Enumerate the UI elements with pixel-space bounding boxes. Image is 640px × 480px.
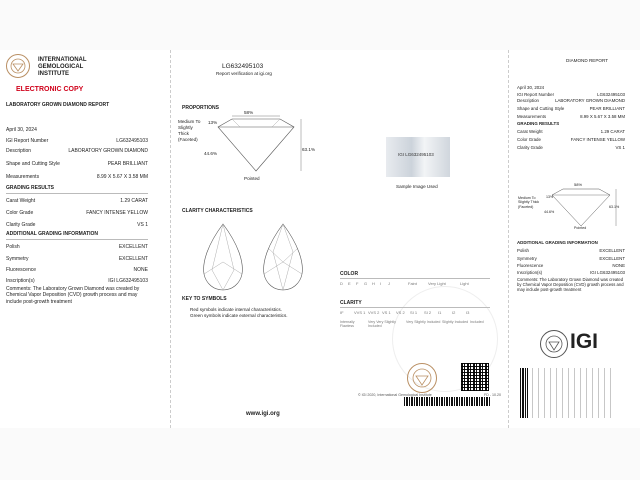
clarity-scale-title: CLARITY — [340, 300, 362, 306]
igi-brand-text: IGI — [570, 330, 599, 353]
additional-row — [6, 244, 148, 250]
mini-field-label: IGI Report Number — [517, 92, 555, 97]
color-grade: H — [372, 281, 375, 286]
mini-grading-value: VS 1 — [615, 145, 625, 150]
color-scale-title: COLOR — [340, 271, 359, 277]
verification-text: Report verification at igi.org — [216, 71, 272, 76]
field-row — [6, 148, 148, 154]
mini-additional-label: Polish — [517, 248, 529, 253]
clarity-descriptions — [340, 320, 490, 329]
form-code: FD - 10.20 — [484, 393, 501, 397]
igi-logo-icon — [540, 330, 568, 358]
clarity-plot-diagram — [198, 222, 310, 292]
field-value: LG632495103 — [116, 138, 148, 144]
comments: Comments: The Laboratory Grown Diamond was created by Chemical Vapor Deposition (CVD) growth process and may include post-growth treatment — [6, 286, 140, 305]
mini-grading-label: Carat Weight — [517, 129, 543, 134]
report-title: LABORATORY GROWN DIAMOND REPORT — [6, 102, 110, 108]
mini-grading-value: FANCY INTENSE YELLOW — [570, 137, 625, 142]
certificate — [0, 50, 640, 428]
mini-comments: Comments: The Laboratory Grown Diamond was created by Chemical Vapor Deposition (CVD) growth process and may include post-growth treatment — [517, 277, 624, 293]
grading-row — [6, 222, 148, 228]
additional-row — [6, 256, 148, 262]
divider — [6, 239, 148, 240]
mini-field-label: Description — [517, 98, 539, 103]
grading-results-title: GRADING RESULTS — [6, 185, 54, 191]
mini-field-value: LG632495103 — [597, 92, 625, 97]
mini-field-value: 8.99 X 5.67 X 3.58 MM — [580, 114, 625, 119]
field-value: PEAR BRILLIANT — [107, 161, 148, 167]
pavilion-percent: 44.6% — [204, 151, 218, 156]
mini-additional-row — [517, 263, 625, 268]
grading-value: FANCY INTENSE YELLOW — [86, 210, 148, 216]
divider — [340, 307, 490, 308]
clarity-grade: IF — [340, 310, 344, 315]
additional-label: Inscription(s) — [6, 278, 35, 284]
color-scale — [340, 281, 490, 286]
additional-label: Polish — [6, 244, 20, 250]
mini-field-row — [517, 98, 625, 103]
report-number-top: LG632495103 — [222, 63, 264, 70]
grading-row — [6, 210, 148, 216]
mini-field-label: Measurements — [517, 114, 547, 119]
mini-additional-row — [517, 248, 625, 253]
clarity-scale — [340, 310, 490, 315]
mini-field-row — [517, 114, 625, 119]
clarity-grade: SI 2 — [424, 310, 432, 315]
diamond-report-label: DIAMOND REPORT — [566, 58, 609, 63]
color-grade: D — [340, 281, 343, 286]
clarity-description: Slightly Included — [442, 320, 469, 324]
grading-row — [6, 198, 148, 204]
clarity-description: Included — [470, 320, 484, 324]
additional-row — [6, 267, 148, 273]
institute-name: INTERNATIONAL GEMOLOGICAL INSTITUTE — [38, 57, 87, 77]
mini-grading-label: Clarity Grade — [517, 145, 543, 150]
copyright-text: © IGI 2020, International Gemological Institute — [358, 393, 432, 397]
fold-line — [508, 50, 509, 428]
mini-additional-value: IGI LG632495103 — [590, 270, 625, 275]
grading-value: VS 1 — [137, 222, 148, 228]
key-line-red: Red symbols indicate internal characteristics. — [190, 307, 282, 312]
mini-additional-value: EXCELLENT — [599, 256, 625, 261]
vertical-barcode — [520, 368, 528, 418]
field-label: IGI Report Number — [6, 138, 49, 144]
grading-value: 1.29 CARAT — [120, 198, 148, 204]
divider — [340, 278, 490, 279]
mini-additional-value: EXCELLENT — [599, 248, 625, 253]
mini-field-value: PEAR BRILLIANT — [589, 106, 625, 111]
sample-image-caption: Sample Image Used — [396, 184, 438, 189]
mini-additional-label: Fluorescence — [517, 263, 544, 268]
color-grade: Light — [460, 281, 469, 286]
mini-field-row — [517, 106, 625, 111]
mini-additional-label: Symmetry — [517, 256, 537, 261]
mini-grading-label: Color Grade — [517, 137, 541, 142]
additional-value: IGI LG632495103 — [108, 278, 148, 284]
field-row — [6, 138, 148, 144]
additional-row — [6, 278, 148, 284]
table-percent: 58% — [244, 110, 254, 115]
mini-crown-percent: 13% — [546, 195, 554, 199]
mini-grading-row — [517, 137, 625, 142]
clarity-grade: I2 — [452, 310, 456, 315]
additional-label: Fluorescence — [6, 267, 37, 273]
color-grade: J — [388, 281, 390, 286]
igi-seal-icon — [6, 54, 30, 78]
field-label: Measurements — [6, 174, 40, 180]
clarity-characteristics-title: CLARITY CHARACTERISTICS — [182, 208, 253, 214]
mini-additional-value: NONE — [612, 263, 625, 268]
additional-info-title: ADDITIONAL GRADING INFORMATION — [6, 231, 99, 237]
igi-seal-icon — [407, 363, 437, 393]
grading-label: Clarity Grade — [6, 222, 36, 228]
mini-additional-row — [517, 270, 625, 275]
crown-label: Medium To Slightly Thick (Faceted) — [178, 119, 201, 142]
color-grade: E — [348, 281, 351, 286]
electronic-copy-label: ELECTRONIC COPY — [16, 86, 84, 93]
color-grade: Very Light — [428, 281, 446, 286]
field-label: Shape and Cutting Style — [6, 161, 60, 167]
depth-percent: 63.1% — [302, 147, 316, 152]
grading-label: Carat Weight — [6, 198, 36, 204]
mini-culet-label: Pointed — [574, 226, 587, 230]
field-value: 8.99 X 5.67 X 3.58 MM — [96, 174, 148, 180]
mini-date: April 30, 2024 — [517, 85, 545, 90]
mini-grading-title: GRADING RESULTS — [517, 121, 560, 126]
key-line-green: Green symbols indicate external characteristics. — [190, 313, 288, 318]
clarity-grade: VS 1 — [382, 310, 391, 315]
additional-value: NONE — [133, 267, 148, 273]
clarity-description: Internally Flawless — [340, 320, 355, 329]
color-grade: F — [356, 281, 359, 286]
website-link[interactable]: www.igi.org — [246, 411, 280, 417]
additional-value: EXCELLENT — [118, 244, 148, 250]
additional-label: Symmetry — [6, 256, 29, 262]
mini-additional-row — [517, 256, 625, 261]
qr-code[interactable] — [461, 363, 489, 391]
crown-percent: 13% — [208, 120, 218, 125]
color-grade: G — [364, 281, 368, 286]
proportions-title: PROPORTIONS — [182, 105, 219, 111]
clarity-grade: VVS 2 — [368, 310, 380, 315]
mini-field-value: LABORATORY GROWN DIAMOND — [555, 98, 625, 103]
inscription-sample-image — [386, 137, 450, 177]
clarity-grade: I3 — [466, 310, 470, 315]
clarity-grade: I1 — [438, 310, 442, 315]
grading-label: Color Grade — [6, 210, 34, 216]
clarity-grade: SI 1 — [410, 310, 418, 315]
divider — [6, 193, 148, 194]
field-row — [6, 174, 148, 180]
additional-value: EXCELLENT — [118, 256, 148, 262]
fold-line — [170, 50, 171, 428]
inscription-image-text: IGI LG632495103 — [398, 152, 434, 157]
barcode — [404, 397, 490, 406]
clarity-description: Very Slightly Included — [406, 320, 441, 324]
color-grade: I — [380, 281, 382, 286]
vertical-summary-text — [532, 368, 616, 418]
field-label: Description — [6, 148, 32, 154]
field-row — [6, 161, 148, 167]
field-value: LABORATORY GROWN DIAMOND — [68, 148, 148, 154]
mini-crown-label: Medium To Slightly Thick (Faceted) — [518, 196, 540, 209]
mini-additional-label: Inscription(s) — [517, 270, 543, 275]
clarity-description: Very Very Slightly Included — [368, 320, 396, 329]
mini-grading-row — [517, 145, 625, 150]
mini-depth-percent: 63.1% — [609, 205, 620, 209]
mini-additional-title: ADDITIONAL GRADING INFORMATION — [517, 240, 598, 245]
mini-field-label: Shape and Cutting Style — [517, 106, 565, 111]
clarity-grade: VS 2 — [396, 310, 405, 315]
mini-field-row — [517, 92, 625, 97]
clarity-grade: VVS 1 — [354, 310, 366, 315]
mini-grading-value: 1.29 CARAT — [600, 129, 625, 134]
report-date: April 30, 2024 — [6, 127, 37, 133]
mini-pavilion-percent: 44.6% — [544, 210, 555, 214]
mini-table-percent: 58% — [574, 182, 583, 187]
color-grade: Faint — [408, 281, 417, 286]
key-to-symbols-title: KEY TO SYMBOLS — [182, 296, 227, 302]
culet-label: Pointed — [244, 176, 260, 181]
mini-grading-row — [517, 129, 625, 134]
